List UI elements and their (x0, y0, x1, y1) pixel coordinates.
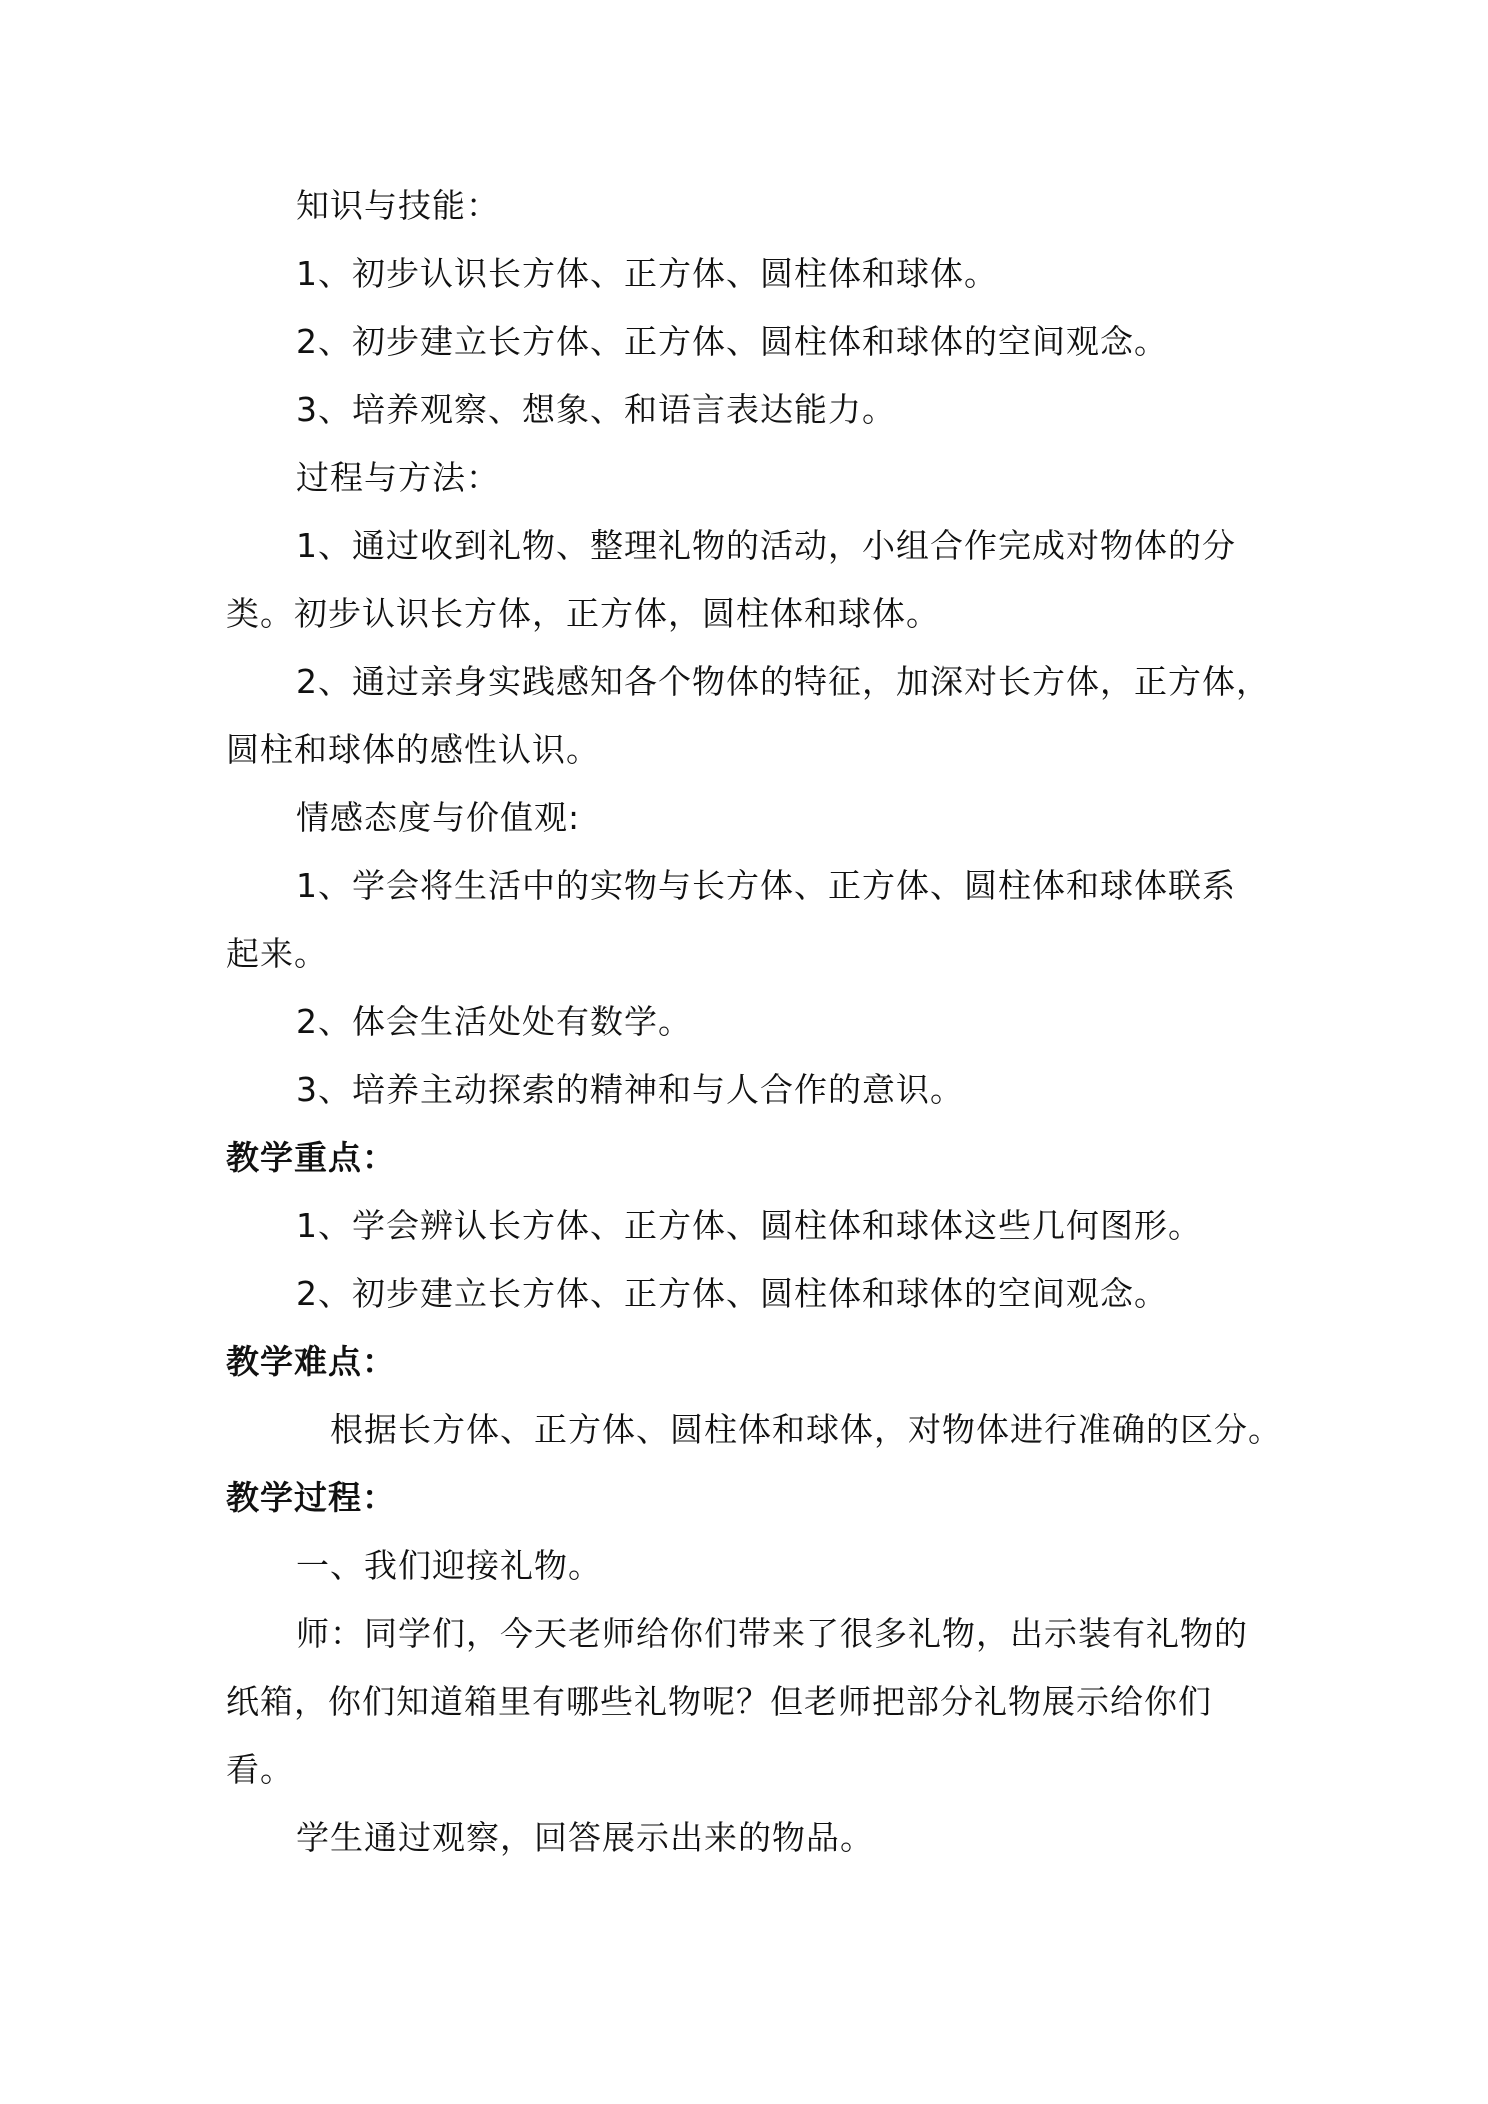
paragraph-line: 2、体会生活处处有数学。 (296, 1002, 692, 1041)
paragraph-line: 1、学会将生活中的实物与长方体、正方体、圆柱体和球体联系 (296, 866, 1236, 905)
paragraph-line: 2、通过亲身实践感知各个物体的特征，加深对长方体，正方体， (296, 662, 1270, 701)
paragraph-line: 1、初步认识长方体、正方体、圆柱体和球体。 (296, 254, 998, 293)
section-heading-knowledge: 知识与技能： (296, 186, 500, 225)
paragraph-line: 看。 (226, 1750, 294, 1789)
paragraph-line: 圆柱和球体的感性认识。 (226, 730, 600, 769)
paragraph-line: 2、初步建立长方体、正方体、圆柱体和球体的空间观念。 (296, 1274, 1168, 1313)
paragraph-line: 一、我们迎接礼物。 (296, 1546, 602, 1585)
paragraph-line: 1、通过收到礼物、整理礼物的活动，小组合作完成对物体的分 (296, 526, 1236, 565)
section-heading-attitude: 情感态度与价值观: (296, 798, 581, 837)
heading-teaching-difficulty: 教学难点： (226, 1342, 396, 1381)
paragraph-line: 2、初步建立长方体、正方体、圆柱体和球体的空间观念。 (296, 322, 1168, 361)
paragraph-line: 1、学会辨认长方体、正方体、圆柱体和球体这些几何图形。 (296, 1206, 1202, 1245)
paragraph-line: 起来。 (226, 934, 328, 973)
paragraph-line: 类。初步认识长方体，正方体，圆柱体和球体。 (226, 594, 940, 633)
heading-teaching-focus: 教学重点： (226, 1138, 396, 1177)
paragraph-line: 根据长方体、正方体、圆柱体和球体，对物体进行准确的区分。 (330, 1410, 1282, 1449)
paragraph-line: 3、培养主动探索的精神和与人合作的意识。 (296, 1070, 964, 1109)
paragraph-line: 学生通过观察，回答展示出来的物品。 (296, 1818, 874, 1857)
section-heading-process: 过程与方法： (296, 458, 500, 497)
paragraph-line: 3、培养观察、想象、和语言表达能力。 (296, 390, 896, 429)
heading-teaching-process: 教学过程： (226, 1478, 396, 1517)
paragraph-line: 纸箱，你们知道箱里有哪些礼物呢？但老师把部分礼物展示给你们 (226, 1682, 1212, 1721)
paragraph-line: 师：同学们，今天老师给你们带来了很多礼物，出示装有礼物的 (296, 1614, 1248, 1653)
